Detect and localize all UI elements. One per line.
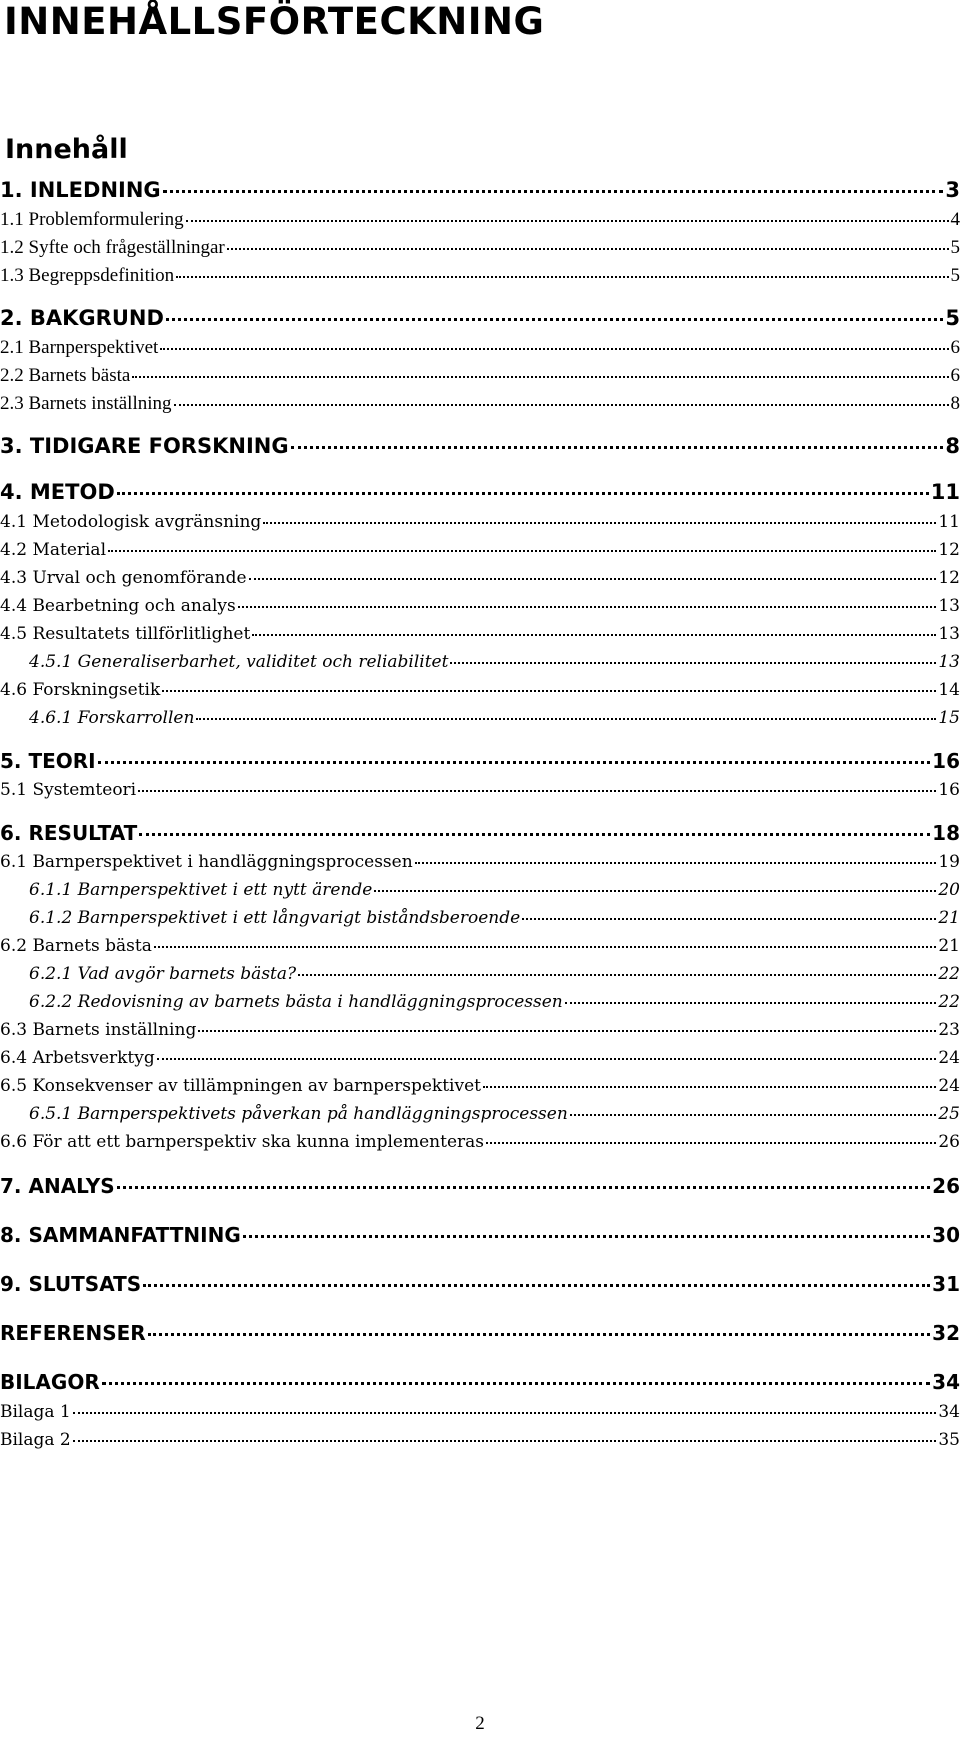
toc-entry-label: 6.2.1 Vad avgör barnets bästa? — [29, 964, 297, 984]
toc-dot-leader — [238, 606, 937, 608]
toc-entry-page: 13 — [938, 624, 960, 644]
toc-entry[interactable] — [0, 778, 960, 802]
toc-entry-label: 5. TEORI — [0, 749, 96, 773]
toc-entry[interactable] — [0, 1074, 960, 1098]
toc-entry[interactable] — [0, 962, 960, 986]
toc-entry-label: 1. INLEDNING — [0, 178, 161, 202]
toc-entry-label: 5.1 Systemteori — [0, 780, 137, 800]
toc-entry-label: 1.1 Problemformulering — [0, 209, 184, 230]
toc-entry-page: 13 — [938, 652, 960, 672]
toc-entry-page: 25 — [938, 1104, 960, 1124]
toc-entry[interactable] — [0, 1369, 960, 1395]
toc-entry-page: 32 — [932, 1321, 960, 1345]
toc-entry-label: 2.2 Barnets bästa — [0, 365, 131, 386]
toc-entry[interactable] — [0, 850, 960, 874]
toc-entry-label: 6.1.2 Barnperspektivet i ett långvarigt biståndsberoende — [29, 908, 521, 928]
toc-entry-label: 2.3 Barnets inställning — [0, 393, 172, 414]
toc-entry-page: 14 — [938, 680, 960, 700]
toc-entry[interactable] — [0, 934, 960, 958]
toc-entry-page: 4 — [950, 209, 960, 230]
toc-dot-leader — [198, 1030, 936, 1032]
document-title: INNEHÅLLSFÖRTECKNING — [4, 0, 545, 43]
toc-entry-page: 6 — [950, 337, 960, 358]
toc-entry-label: 4.1 Metodologisk avgränsning — [0, 512, 262, 532]
toc-entry[interactable] — [0, 208, 960, 232]
toc-entry-page: 19 — [938, 852, 960, 872]
toc-dot-leader — [143, 1284, 930, 1287]
toc-entry[interactable] — [0, 706, 960, 730]
toc-dot-leader — [162, 690, 936, 692]
toc-entry-label: 6.2.2 Redovisning av barnets bästa i handläggningsprocessen — [29, 992, 563, 1012]
toc-entry[interactable] — [0, 820, 960, 846]
toc-dot-leader — [132, 376, 948, 378]
toc-entry-label: 6.5 Konsekvenser av tillämpningen av barnperspektivet — [0, 1076, 481, 1096]
toc-dot-leader — [252, 634, 936, 636]
toc-dot-leader — [486, 1142, 936, 1144]
toc-entry-page: 6 — [950, 365, 960, 386]
toc-dot-leader — [157, 1058, 937, 1060]
toc-dot-leader — [483, 1086, 936, 1088]
toc-entry-label: 6.6 För att ett barnperspektiv ska kunna implementeras — [0, 1132, 485, 1152]
toc-entry-label: 4.3 Urval och genomförande — [0, 568, 247, 588]
toc-dot-leader — [243, 1235, 930, 1238]
toc-dot-leader — [176, 276, 948, 278]
toc-entry[interactable] — [0, 364, 960, 388]
toc-entry-page: 21 — [938, 936, 960, 956]
toc-dot-leader — [73, 1440, 937, 1442]
toc-entry-label: 4.6 Forskningsetik — [0, 680, 161, 700]
toc-dot-leader — [154, 946, 936, 948]
toc-entry[interactable] — [0, 1271, 960, 1297]
toc-entry-page: 18 — [932, 821, 960, 845]
toc-dot-leader — [450, 662, 936, 664]
toc-entry-label: 7. ANALYS — [0, 1174, 115, 1198]
toc-entry-page: 5 — [950, 237, 960, 258]
toc-entry-label: 4.6.1 Forskarrollen — [29, 708, 195, 728]
toc-dot-leader — [108, 550, 936, 552]
toc-dot-leader — [174, 404, 949, 406]
toc-dot-leader — [570, 1114, 937, 1116]
toc-dot-leader — [163, 190, 944, 193]
toc-entry[interactable] — [0, 1173, 960, 1199]
toc-dot-leader — [249, 578, 937, 580]
toc-dot-leader — [291, 446, 944, 449]
toc-dot-leader — [73, 1412, 937, 1414]
toc-entry-page: 15 — [938, 708, 960, 728]
toc-entry[interactable] — [0, 1018, 960, 1042]
toc-dot-leader — [522, 918, 936, 920]
toc-entry-page: 3 — [945, 178, 960, 202]
toc-entry[interactable] — [0, 650, 960, 674]
toc-entry-label: 6.4 Arbetsverktyg — [0, 1048, 155, 1068]
toc-entry-label: 2. BAKGRUND — [0, 306, 164, 330]
toc-entry-page: 34 — [932, 1370, 960, 1394]
toc-entry-page: 35 — [938, 1430, 960, 1450]
toc-entry-label: REFERENSER — [0, 1321, 146, 1345]
toc-entry[interactable] — [0, 678, 960, 702]
toc-entry-page: 5 — [950, 265, 960, 286]
toc-dot-leader — [196, 718, 936, 720]
toc-entry[interactable] — [0, 566, 960, 590]
toc-entry[interactable] — [0, 479, 960, 505]
toc-entry-label: 6.2 Barnets bästa — [0, 936, 152, 956]
toc-entry-label: 4.2 Material — [0, 540, 107, 560]
toc-entry-label: 9. SLUTSATS — [0, 1272, 142, 1296]
toc-entry-page: 21 — [938, 908, 960, 928]
toc-entry[interactable] — [0, 1046, 960, 1070]
toc-entry-label: 3. TIDIGARE FORSKNING — [0, 434, 289, 458]
toc-entry-label: 4.4 Bearbetning och analys — [0, 596, 236, 616]
toc-entry[interactable] — [0, 177, 960, 203]
toc-dot-leader — [415, 862, 937, 864]
toc-dot-leader — [298, 974, 936, 976]
toc-entry[interactable] — [0, 990, 960, 1014]
toc-entry-label: BILAGOR — [0, 1370, 100, 1394]
toc-entry[interactable] — [0, 1130, 960, 1154]
toc-entry-label: Bilaga 1 — [0, 1402, 71, 1422]
toc-dot-leader — [139, 833, 930, 836]
toc-entry[interactable] — [0, 594, 960, 618]
toc-entry-page: 5 — [945, 306, 960, 330]
toc-dot-leader — [186, 220, 949, 222]
toc-entry-page: 30 — [932, 1223, 960, 1247]
toc-entry-page: 31 — [932, 1272, 960, 1296]
toc-entry-page: 12 — [938, 568, 960, 588]
toc-entry[interactable] — [0, 1320, 960, 1346]
toc-dot-leader — [98, 761, 931, 764]
toc-entry-label: Bilaga 2 — [0, 1430, 71, 1450]
toc-entry[interactable] — [0, 906, 960, 930]
toc-entry-page: 34 — [938, 1402, 960, 1422]
toc-entry[interactable] — [0, 236, 960, 260]
toc-entry[interactable] — [0, 1102, 960, 1126]
toc-dot-leader — [117, 1186, 930, 1189]
toc-entry[interactable] — [0, 748, 960, 774]
toc-entry-label: 6.3 Barnets inställning — [0, 1020, 197, 1040]
toc-entry-label: 6.1 Barnperspektivet i handläggningsprocessen — [0, 852, 413, 872]
toc-entry-page: 11 — [938, 512, 960, 532]
toc-heading: Innehåll — [5, 134, 128, 165]
toc-dot-leader — [166, 318, 943, 321]
toc-entry-page: 16 — [932, 749, 960, 773]
toc-entry-page: 16 — [938, 780, 960, 800]
toc-entry-label: 4.5.1 Generaliserbarhet, validitet och reliabilitet — [29, 652, 449, 672]
toc-entry[interactable] — [0, 878, 960, 902]
toc-entry-label: 6.1.1 Barnperspektivet i ett nytt ärende — [29, 880, 373, 900]
toc-entry-page: 24 — [938, 1076, 960, 1096]
toc-entry[interactable] — [0, 1428, 960, 1452]
toc-entry-page: 20 — [938, 880, 960, 900]
toc-dot-leader — [117, 492, 929, 495]
toc-entry[interactable] — [0, 1400, 960, 1424]
toc-dot-leader — [227, 248, 949, 250]
toc-entry-page: 12 — [938, 540, 960, 560]
toc-dot-leader — [263, 522, 936, 524]
toc-entry-label: 1.2 Syfte och frågeställningar — [0, 237, 225, 258]
toc-entry-page: 26 — [938, 1132, 960, 1152]
toc-entry-page: 22 — [938, 992, 960, 1012]
toc-entry[interactable] — [0, 392, 960, 416]
toc-entry-label: 2.1 Barnperspektivet — [0, 337, 159, 358]
toc-entry-label: 6.5.1 Barnperspektivets påverkan på handläggningsprocessen — [29, 1104, 568, 1124]
toc-entry[interactable] — [0, 264, 960, 288]
toc-entry-page: 8 — [950, 393, 960, 414]
toc-entry-label: 8. SAMMANFATTNING — [0, 1223, 241, 1247]
toc-entry-page: 23 — [938, 1020, 960, 1040]
toc-entry[interactable] — [0, 538, 960, 562]
toc-entry-label: 1.3 Begreppsdefinition — [0, 265, 175, 286]
toc-entry-label: 4. METOD — [0, 480, 115, 504]
toc-dot-leader — [565, 1002, 937, 1004]
toc-dot-leader — [102, 1382, 930, 1385]
toc-entry-page: 8 — [945, 434, 960, 458]
toc-entry[interactable] — [0, 1222, 960, 1248]
toc-dot-leader — [138, 790, 936, 792]
toc-entry-label: 4.5 Resultatets tillförlitlighet — [0, 624, 251, 644]
toc-entry[interactable] — [0, 433, 960, 459]
toc-entry-page: 11 — [930, 480, 960, 504]
toc-entry[interactable] — [0, 305, 960, 331]
toc-dot-leader — [374, 890, 936, 892]
toc-dot-leader — [160, 348, 948, 350]
toc-entry-page: 22 — [938, 964, 960, 984]
toc-dot-leader — [148, 1333, 931, 1336]
toc-entry[interactable] — [0, 622, 960, 646]
toc-entry-page: 24 — [938, 1048, 960, 1068]
toc-entry[interactable] — [0, 510, 960, 534]
toc-entry-label: 6. RESULTAT — [0, 821, 138, 845]
toc-entry-page: 26 — [932, 1174, 960, 1198]
page-number: 2 — [475, 1713, 485, 1734]
toc-entry[interactable] — [0, 336, 960, 360]
toc-entry-page: 13 — [938, 596, 960, 616]
